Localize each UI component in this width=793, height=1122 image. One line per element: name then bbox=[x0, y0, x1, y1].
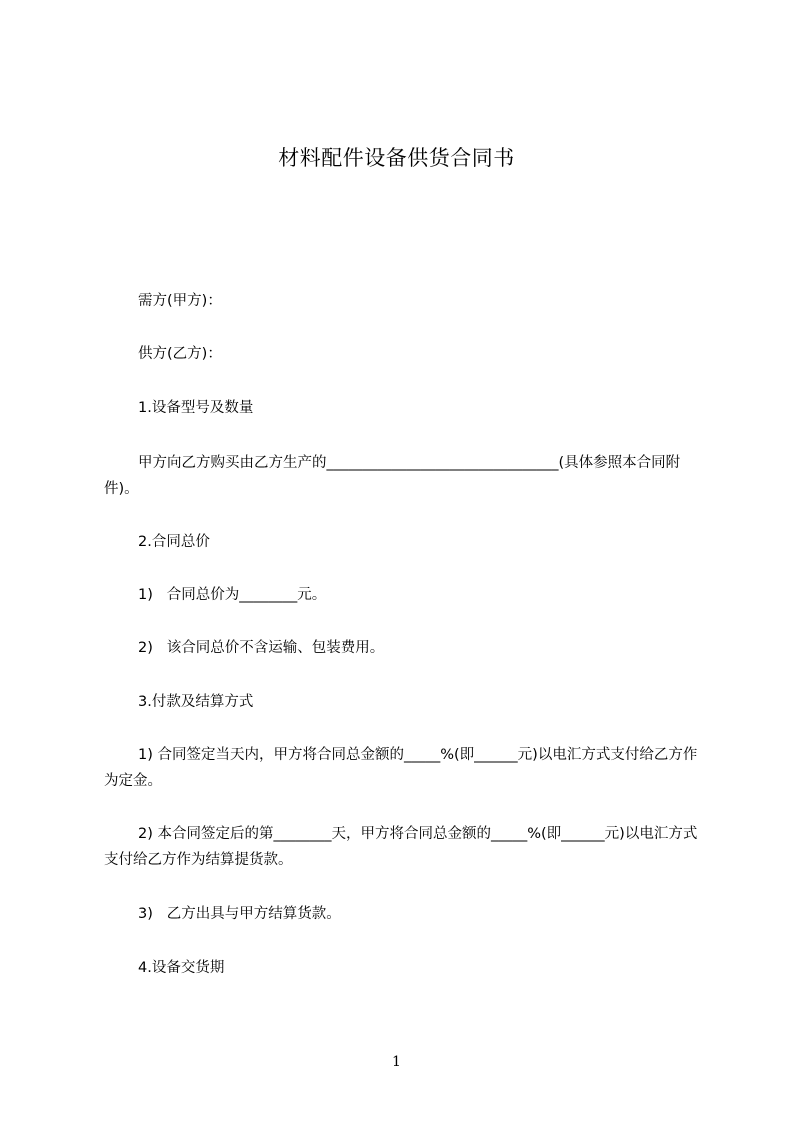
section-3-item-2: 2) 本合同签定后的第________天，甲方将合同总金额的_____%(即______元)以电汇方式支付给乙方作为结算提货款。 bbox=[104, 826, 698, 868]
section-1-body: 甲方向乙方购买由乙方生产的________________________________(具体参照本合同附件)。 bbox=[104, 455, 681, 497]
section-3-heading: 3.付款及结算方式 bbox=[138, 694, 254, 710]
buyer-party-label: 需方(甲方)： bbox=[138, 293, 222, 309]
section-2-item-1: 1) 合同总价为________元。 bbox=[138, 587, 327, 603]
section-1-heading: 1.设备型号及数量 bbox=[138, 400, 254, 416]
document-title: 材料配件设备供货合同书 bbox=[278, 146, 515, 170]
page-number: 1 bbox=[392, 1054, 401, 1070]
section-2-item-2: 2) 该合同总价不含运输、包装费用。 bbox=[138, 640, 385, 656]
section-2-heading: 2.合同总价 bbox=[138, 534, 210, 550]
section-3-item-3: 3) 乙方出具与甲方结算货款。 bbox=[138, 906, 341, 922]
section-3-item-1: 1) 合同签定当天内，甲方将合同总金额的_____%(即______元)以电汇方式支付给乙方作为定金。 bbox=[104, 747, 698, 789]
section-4-heading: 4.设备交货期 bbox=[138, 960, 225, 976]
seller-party-label: 供方(乙方)： bbox=[138, 346, 222, 362]
